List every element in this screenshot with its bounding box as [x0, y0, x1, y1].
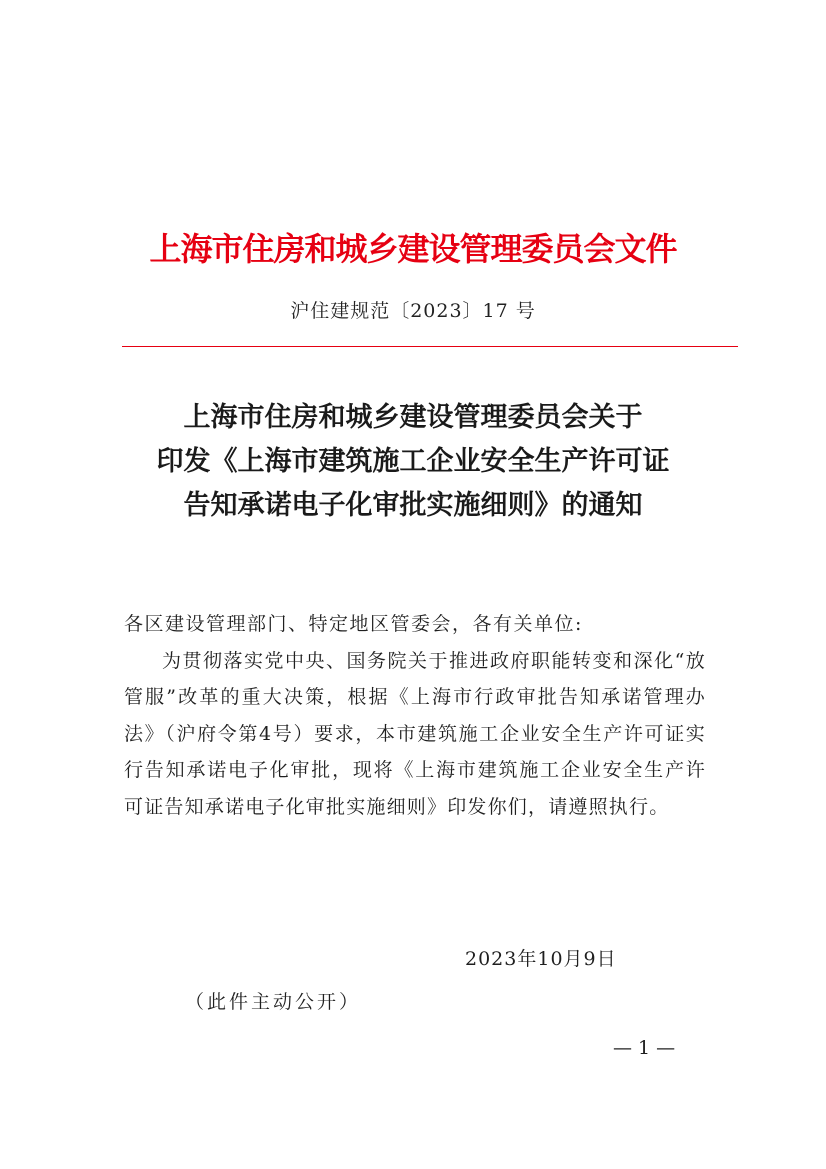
salutation: 各区建设管理部门、特定地区管委会，各有关单位:	[124, 613, 583, 635]
page-number: — 1 —	[613, 1037, 676, 1059]
publicity-note: （此件主动公开）	[185, 991, 362, 1013]
title-line: 上海市住房和城乡建设管理委员会关于	[183, 402, 643, 433]
title-line: 告知承诺电子化审批实施细则》的通知	[183, 490, 643, 521]
issue-date: 2023年10月9日	[465, 948, 617, 970]
document-number: 沪住建规范〔2023〕17 号	[290, 300, 536, 322]
document-body	[124, 606, 706, 825]
title-line: 印发《上海市建筑施工企业安全生产许可证	[156, 446, 670, 477]
body-paragraph: 为贯彻落实党中央、国务院关于推进政府职能转变和深化“放管服”改革的重大决策，根据《上海市行政审批告知承诺管理办法》（沪府令第4号）要求，本市建筑施工企业安全生产许可证实行告知承诺电子化审批，现将《上海市建筑施工企业安全生产许可证告知承诺电子化审批实施细则》印发你们，请遵照执行。	[124, 649, 706, 818]
red-divider-line	[122, 346, 738, 347]
issuer-header: 上海市住房和城乡建设管理委员会文件	[149, 230, 677, 268]
document-title	[0, 396, 826, 528]
